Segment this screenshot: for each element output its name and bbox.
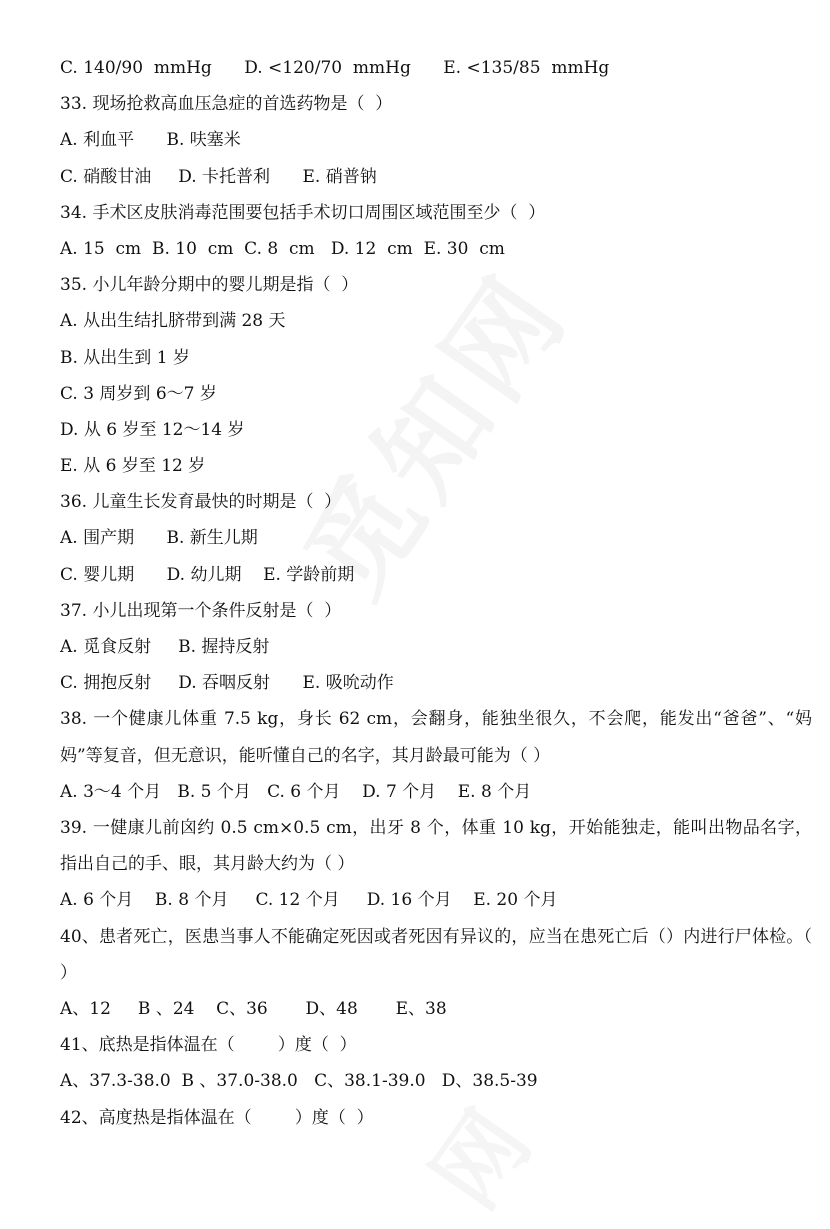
q36-options-ab: A. 围产期 B. 新生儿期 <box>60 528 258 549</box>
q37-question: 37. 小儿出现第一个条件反射是（ ） <box>60 600 342 621</box>
q35-option-d: D. 从 6 岁至 12～14 岁 <box>60 419 245 440</box>
q32-options-ce: C. 140/90 mmHg D. <120/70 mmHg E. <135/85 mmHg <box>60 58 610 78</box>
q37-options-ab: A. 觅食反射 B. 握持反射 <box>60 637 270 657</box>
q33-question: 33. 现场抢救高血压急症的首选药物是（ ） <box>60 94 393 115</box>
q40-question: 40、患者死亡，医患当事人不能确定死因或者死因有异议的，应当在患死亡后（）内进行尸体检。（ ） <box>60 926 812 983</box>
q35-question: 35. 小儿年龄分期中的婴儿期是指（ ） <box>60 275 359 296</box>
question-document <box>60 50 812 1136</box>
q37-options-ce: C. 拥抱反射 D. 吞咽反射 E. 吸吮动作 <box>60 673 394 694</box>
q36-options-ce: C. 婴儿期 D. 幼儿期 E. 学龄前期 <box>60 564 355 585</box>
q40-options: A、12 B 、24 C、36 D、48 E、38 <box>60 998 447 1019</box>
q33-options-ab: A. 利血平 B. 呋塞米 <box>60 130 241 151</box>
q39-options: A. 6 个月 B. 8 个月 C. 12 个月 D. 16 个月 E. 20 个月 <box>60 890 558 911</box>
q36-question: 36. 儿童生长发育最快的时期是（ ） <box>60 492 342 513</box>
q38-options: A. 3～4 个月 B. 5 个月 C. 6 个月 D. 7 个月 E. 8 个月 <box>60 781 532 802</box>
q42-question: 42、高度热是指体温在（ ）度（ ） <box>60 1107 374 1128</box>
q35-option-e: E. 从 6 岁至 12 岁 <box>60 456 206 477</box>
q35-option-a: A. 从出生结扎脐带到满 28 天 <box>60 311 286 332</box>
q35-option-c: C. 3 周岁到 6～7 岁 <box>60 383 217 404</box>
q38-question: 38. 一个健康儿体重 7.5 kg，身长 62 cm，会翻身，能独坐很久，不会爬，能发出“爸爸”、“妈妈”等复音，但无意识，能听懂自己的名字，其月龄最可能为（ ） <box>60 709 812 766</box>
q35-option-b: B. 从出生到 1 岁 <box>60 347 190 368</box>
q33-options-ce: C. 硝酸甘油 D. 卡托普利 E. 硝普钠 <box>60 166 377 187</box>
q41-question: 41、底热是指体温在（ ）度（ ） <box>60 1035 357 1056</box>
q41-options: A、37.3-38.0 B 、37.0-38.0 C、38.1-39.0 D、38.5-39 <box>60 1071 538 1092</box>
q34-question: 34. 手术区皮肤消毒范围要包括手术切口周围区域范围至少（ ） <box>60 202 546 223</box>
q39-question: 39. 一健康儿前囟约 0.5 cm×0.5 cm，出牙 8 个，体重 10 kg，开始能独走，能叫出物品名字，指出自己的手、眼，其月龄大约为（ ） <box>60 817 812 875</box>
q34-options: A. 15 cm B. 10 cm C. 8 cm D. 12 cm E. 30 cm <box>60 238 505 259</box>
